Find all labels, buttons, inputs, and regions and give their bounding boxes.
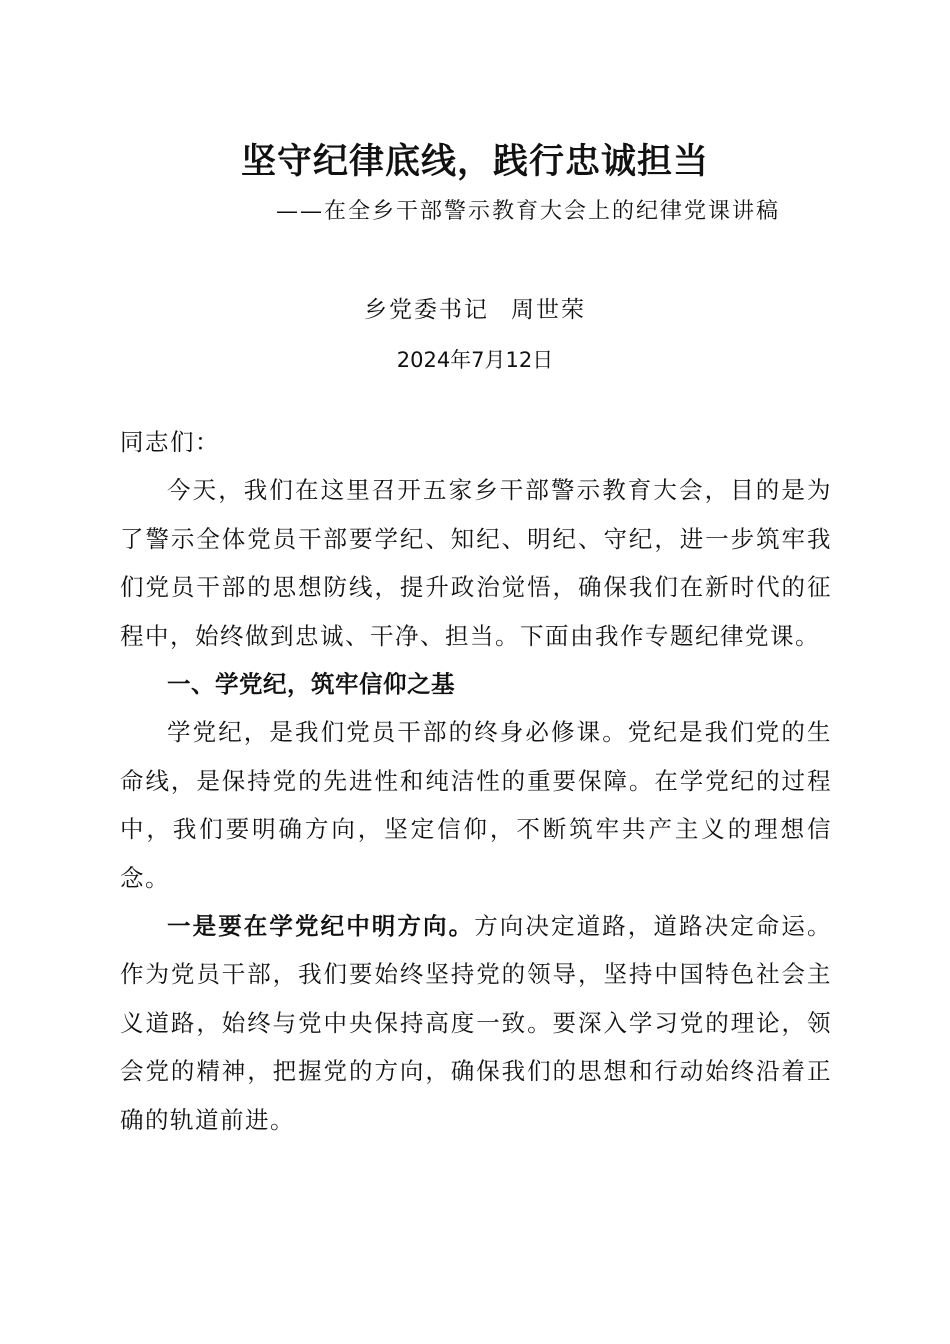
document-date: 2024年7月12日 [396, 348, 554, 372]
document-title: 坚守纪律底线，践行忠诚担当 [240, 142, 709, 182]
point-paragraph [120, 902, 832, 1144]
document-subtitle: ——在全乡干部警示教育大会上的纪律党课讲稿 [276, 199, 781, 224]
document-body [120, 418, 832, 1144]
intro-paragraph: 今天，我们在这里召开五家乡干部警示教育大会，目的是为了警示全体党员干部要学纪、知纪、明纪、守纪，进一步筑牢我们党员干部的思想防线，提升政治觉悟，确保我们在新时代的征程中，始终做到忠诚、干净、担当。下面由我作专题纪律党课。 [120, 476, 832, 650]
point-lead: 一是要在学党纪中明方向。 [167, 912, 475, 941]
point-text: 方向决定道路，道路决定命运。作为党员干部，我们要始终坚持党的领导，坚持中国特色社会主义道路，始终与党中央保持高度一致。要深入学习党的理论，领会党的精神，把握党的方向，确保我们的思想和行动始终沿着正确的轨道前进。 [120, 912, 833, 1134]
section-paragraph: 学党纪，是我们党员干部的终身必修课。党纪是我们党的生命线，是保持党的先进性和纯洁性的重要保障。在学党纪的过程中，我们要明确方向，坚定信仰，不断筑牢共产主义的理想信念。 [120, 718, 832, 892]
author-line [0, 292, 950, 328]
author-position: 乡党委书记 [364, 297, 489, 323]
salutation: 同志们： [120, 428, 220, 456]
author-name: 周世荣 [511, 297, 586, 323]
section-heading: 一、学党纪，筑牢信仰之基 [167, 670, 455, 699]
